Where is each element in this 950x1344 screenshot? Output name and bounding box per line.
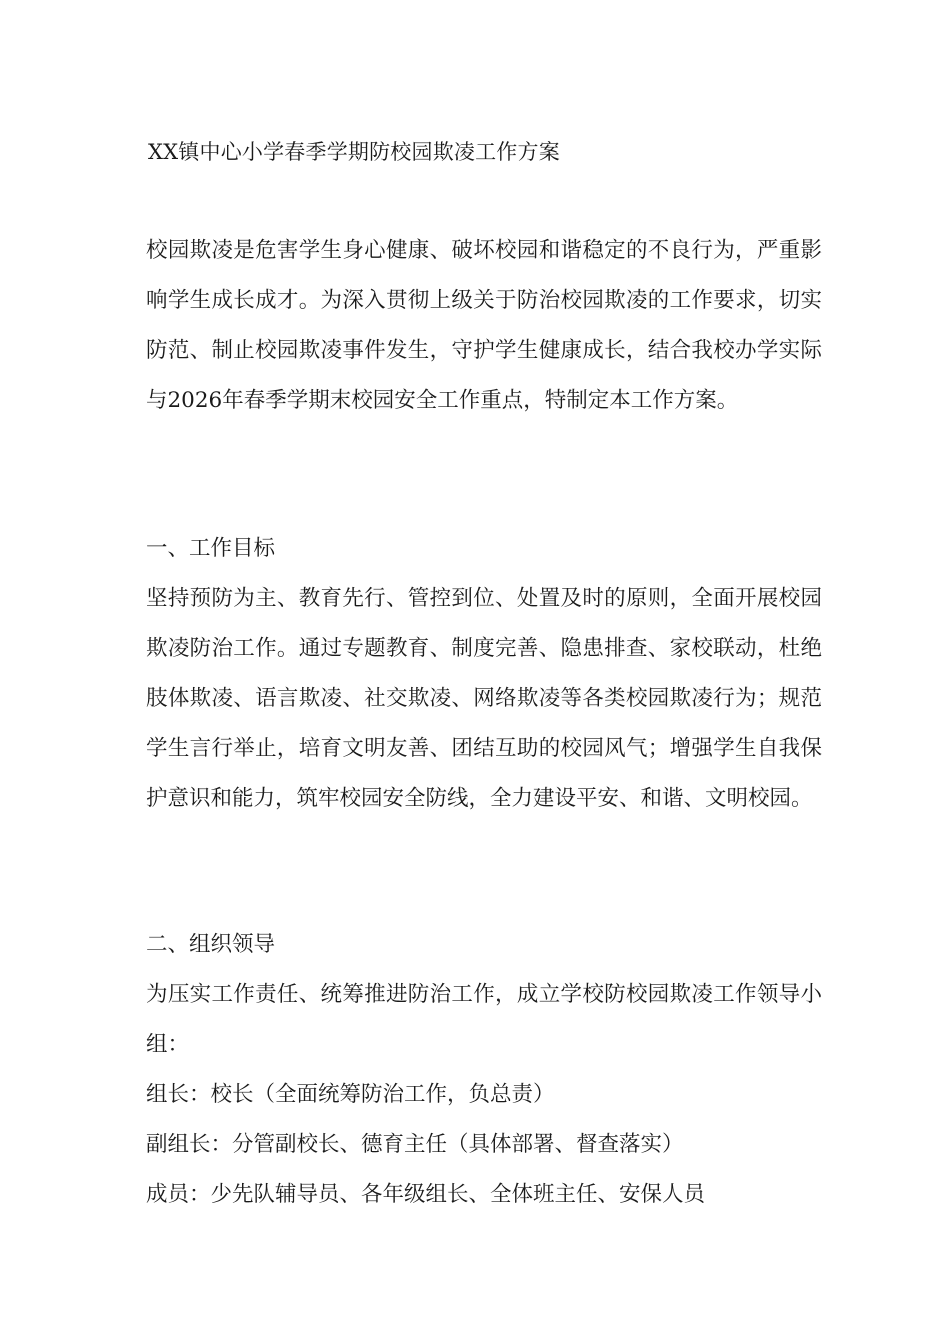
intro-paragraph: 校园欺凌是危害学生身心健康、破坏校园和谐稳定的不良行为，严重影响学生成长成才。为深入贯彻上级关于防治校园欺凌的工作要求，切实防范、制止校园欺凌事件发生，守护学生健康成长，结合我校办学实际与2026年春季学期末校园安全工作重点，特制定本工作方案。 — [146, 238, 822, 413]
section-heading-leadership: 二、组织领导 — [146, 932, 276, 957]
document-title: XX镇中心小学春季学期防校园欺凌工作方案 — [148, 140, 560, 164]
leadership-paragraph: 为压实工作责任、统筹推进防治工作，成立学校防校园欺凌工作领导小组： — [146, 982, 822, 1057]
deputy-leader-line: 副组长：分管副校长、德育主任（具体部署、督查落实） — [146, 1132, 684, 1157]
goals-paragraph: 坚持预防为主、教育先行、管控到位、处置及时的原则，全面开展校园欺凌防治工作。通过专题教育、制度完善、隐患排查、家校联动，杜绝肢体欺凌、语言欺凌、社交欺凌、网络欺凌等各类校园欺凌行为；规范学生言行举止，培育文明友善、团结互助的校园风气；增强学生自我保护意识和能力，筑牢校园安全防线，全力建设平安、和谐、文明校园。 — [146, 586, 822, 811]
section-heading-goals: 一、工作目标 — [146, 536, 276, 561]
members-line: 成员：少先队辅导员、各年级组长、全体班主任、安保人员 — [146, 1182, 706, 1207]
leader-line: 组长：校长（全面统筹防治工作，负总责） — [146, 1082, 555, 1107]
